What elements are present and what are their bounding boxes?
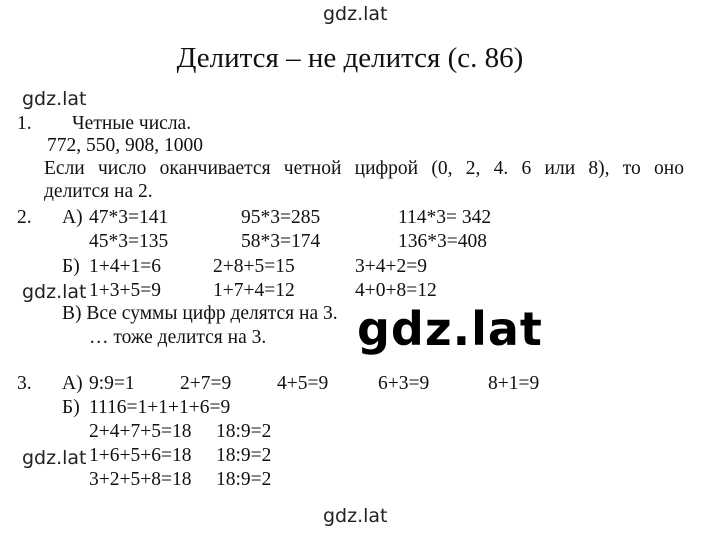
task2-number: 2.	[17, 207, 32, 228]
watermark-left-1: gdz.lat	[22, 88, 87, 110]
task3-b-row1-col1: 1116=1+1+1+6=9	[89, 397, 231, 418]
task1-rule-line1: Если число оканчивается четной цифрой (0, 2, 4. 6 или 8), то оно	[44, 158, 684, 179]
task3-a-col1: 9:9=1	[89, 373, 135, 394]
task3-b-row2-col1: 2+4+7+5=18	[89, 421, 192, 442]
task2-b-row1-col3: 3+4+2=9	[355, 256, 427, 277]
task2-a-row1-col1: 47*3=141	[89, 207, 169, 228]
task2-c-line1: В) Все суммы цифр делятся на 3.	[62, 303, 338, 324]
task3-b-row2-col2: 18:9=2	[216, 421, 272, 442]
task3-number: 3.	[17, 373, 32, 394]
watermark-top: gdz.lat	[323, 3, 388, 25]
task3-a-label: А)	[62, 373, 83, 394]
task2-b-row2-col2: 1+7+4=12	[213, 280, 295, 301]
task3-b-row4-col1: 3+2+5+8=18	[89, 469, 192, 490]
task3-b-label: Б)	[62, 397, 80, 418]
page-title: Делится – не делится (с. 86)	[176, 42, 524, 74]
watermark-bottom: gdz.lat	[323, 505, 388, 527]
task1-heading: Четные числа.	[72, 113, 192, 134]
task2-b-row2-col1: 1+3+5=9	[89, 280, 161, 301]
task3-b-row3-col1: 1+6+5+6=18	[89, 445, 192, 466]
task1-numbers: 772, 550, 908, 1000	[47, 135, 203, 156]
task2-a-row1-col3: 114*3= 342	[398, 207, 492, 228]
task2-b-label: Б)	[62, 256, 80, 277]
task2-a-row2-col2: 58*3=174	[241, 231, 321, 252]
task3-a-col2: 2+7=9	[180, 373, 232, 394]
task3-b-row3-col2: 18:9=2	[216, 445, 272, 466]
task3-a-col4: 6+3=9	[378, 373, 430, 394]
watermark-left-3: gdz.lat	[22, 447, 87, 469]
task2-a-label: А)	[62, 207, 83, 228]
task2-a-row2-col1: 45*3=135	[89, 231, 169, 252]
task2-b-row1-col2: 2+8+5=15	[213, 256, 295, 277]
task2-a-row2-col3: 136*3=408	[398, 231, 487, 252]
task3-a-col3: 4+5=9	[277, 373, 329, 394]
task1-rule-line2: делится на 2.	[44, 181, 153, 202]
task3-a-col5: 8+1=9	[488, 373, 540, 394]
watermark-center: gdz.lat	[357, 302, 543, 356]
task2-b-row1-col1: 1+4+1=6	[89, 256, 161, 277]
task2-b-row2-col3: 4+0+8=12	[355, 280, 437, 301]
watermark-left-2: gdz.lat	[22, 281, 87, 303]
task3-b-row4-col2: 18:9=2	[216, 469, 272, 490]
task1-number: 1.	[17, 113, 32, 134]
task2-c-line2: … тоже делится на 3.	[89, 327, 267, 348]
task2-a-row1-col2: 95*3=285	[241, 207, 321, 228]
